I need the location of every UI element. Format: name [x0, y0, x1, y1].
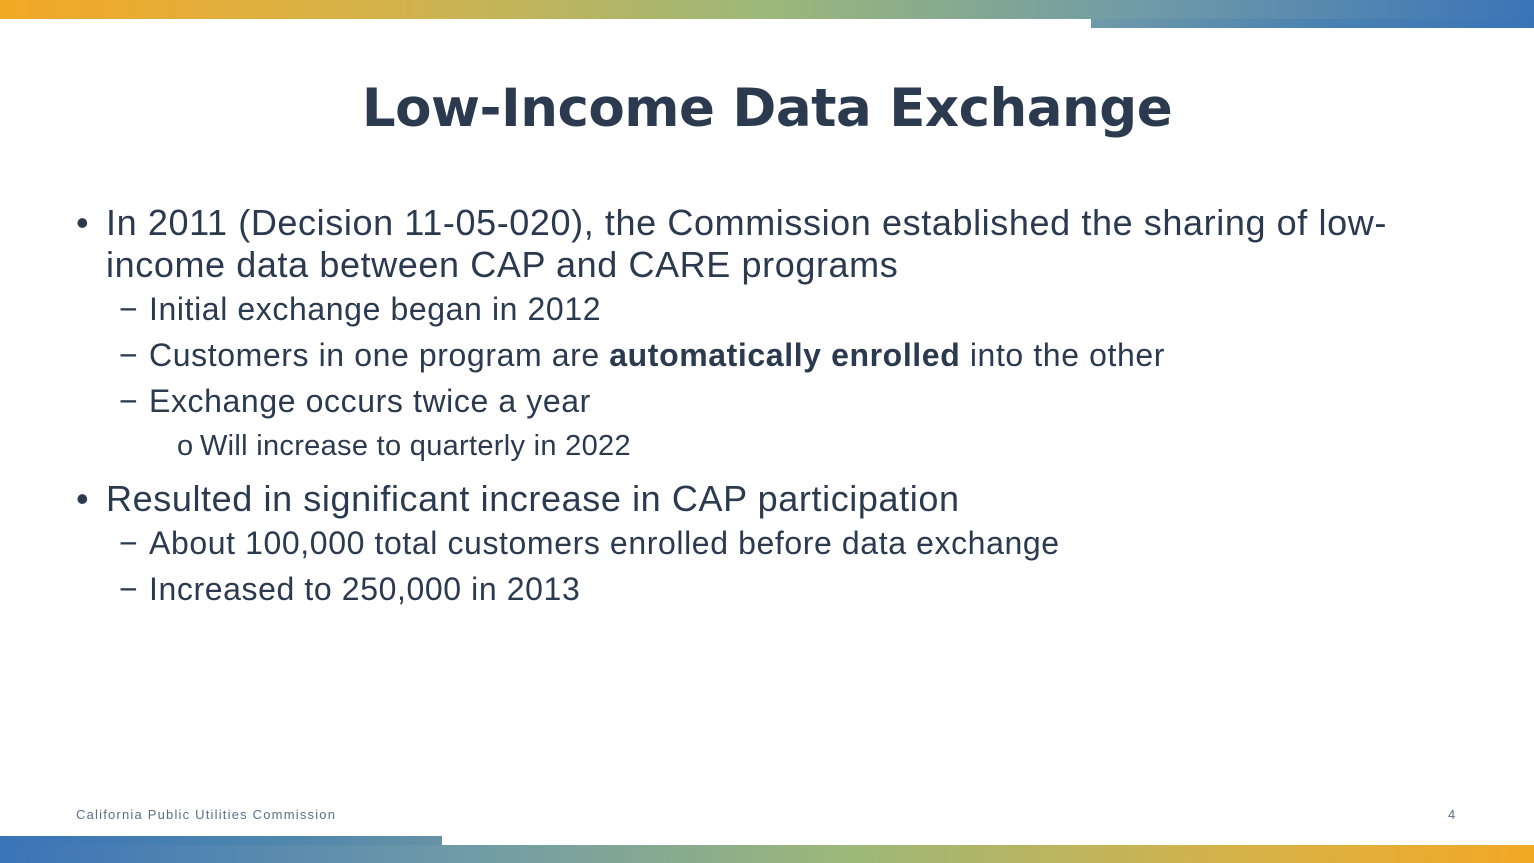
circle-marker: o — [177, 430, 194, 462]
slide-title: Low-Income Data Exchange — [361, 78, 1173, 139]
sub-sub-bullet-item — [76, 424, 1476, 468]
sub-bullet-item — [76, 566, 1476, 612]
bullet-text: Resulted in significant increase in CAP participation — [106, 478, 960, 519]
sub-bullet-text: Increased to 250,000 in 2013 — [149, 571, 581, 607]
sub-bullet-text-bold: automatically enrolled — [609, 337, 961, 373]
bullet-item — [76, 202, 1476, 286]
sub-bullet-text-before: Customers in one program are — [149, 337, 610, 373]
bullet-item — [76, 478, 1476, 520]
page-number: 4 — [1448, 807, 1456, 822]
bullet-marker: • — [76, 478, 90, 519]
dash-marker: − — [119, 337, 139, 373]
dash-marker: − — [119, 525, 139, 561]
bullet-marker: • — [76, 202, 90, 243]
slide-body — [76, 202, 1476, 612]
top-gradient-band — [0, 0, 1534, 19]
dash-marker: − — [119, 383, 139, 419]
sub-bullet-text: Initial exchange began in 2012 — [149, 291, 602, 327]
sub-bullet-text-after: into the other — [960, 337, 1166, 373]
dash-marker: − — [119, 291, 139, 327]
sub-bullet-item — [76, 520, 1476, 566]
bottom-gradient-band — [0, 845, 1534, 863]
sub-bullet-text: Exchange occurs twice a year — [149, 383, 591, 419]
top-band-spacer — [0, 19, 1091, 28]
sub-sub-bullet-text: Will increase to quarterly in 2022 — [200, 430, 631, 462]
sub-bullet-item — [76, 332, 1476, 378]
sub-bullet-item — [76, 378, 1476, 424]
footer-organization: California Public Utilities Commission — [76, 807, 337, 822]
bullet-text: In 2011 (Decision 11-05-020), the Commission established the sharing of low-income data between CAP and CARE programs — [106, 202, 1387, 285]
sub-bullet-text: About 100,000 total customers enrolled before data exchange — [149, 525, 1060, 561]
dash-marker: − — [119, 571, 139, 607]
top-band-tab — [1091, 19, 1534, 28]
bottom-band-tab — [0, 836, 442, 845]
sub-bullet-item — [76, 286, 1476, 332]
spacer — [76, 468, 1476, 478]
